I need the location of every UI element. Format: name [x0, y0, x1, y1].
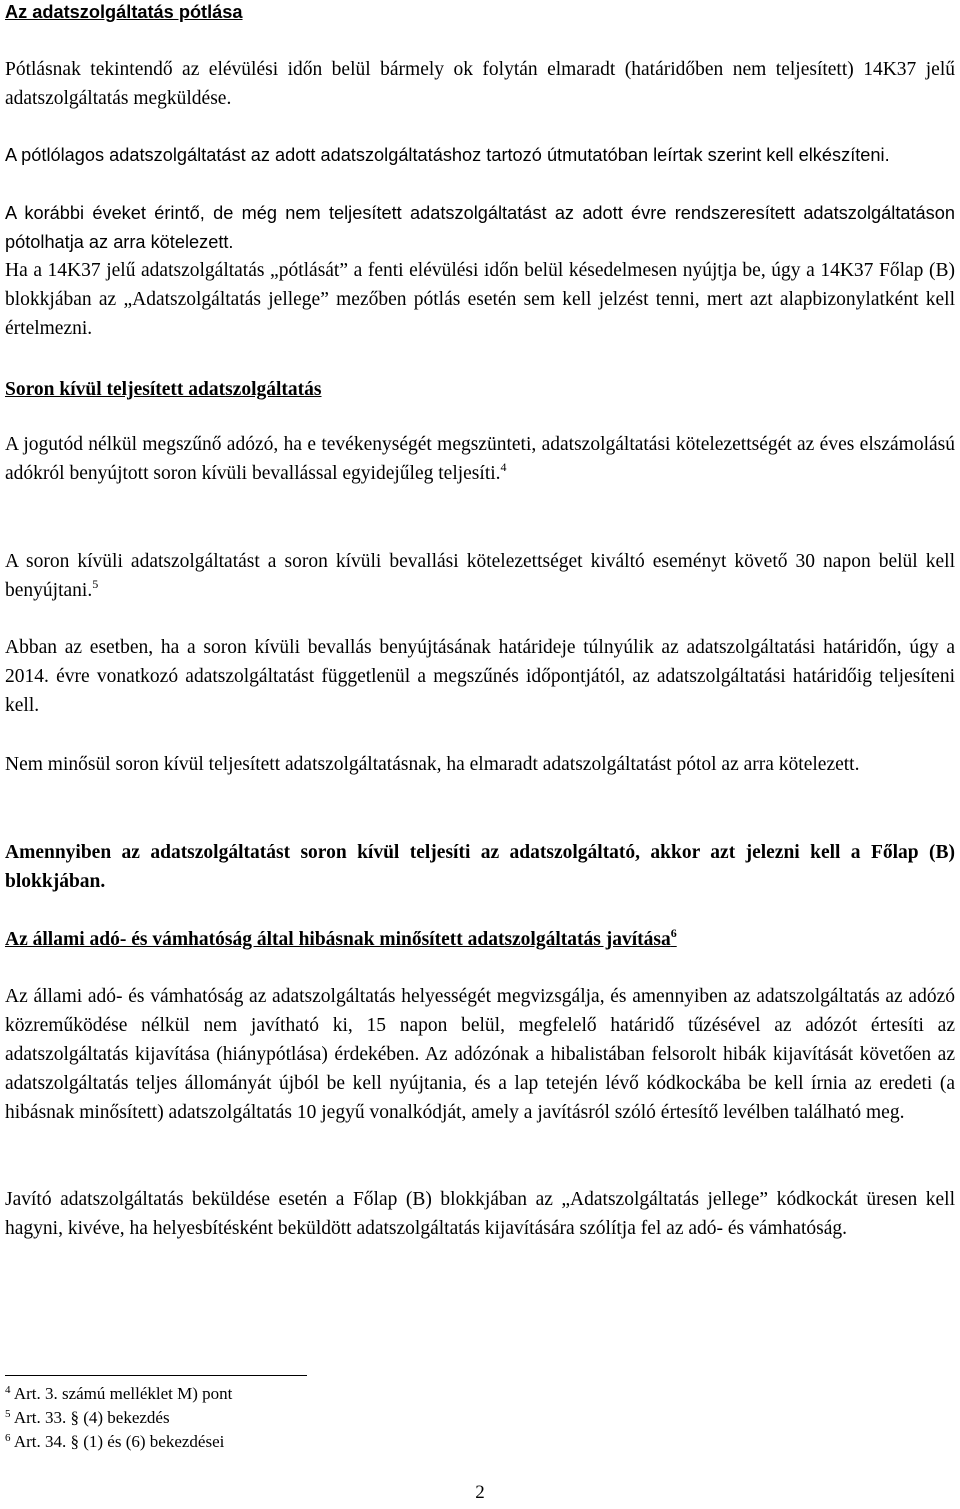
- footnote-separator: [5, 1375, 307, 1376]
- paragraph-30-napon-belul: A soron kívüli adatszolgáltatást a soron kívüli bevallási kötelezettséget kiváltó eseményt követő 30 napon belül kell benyújtani.$^5$: [5, 551, 955, 601]
- paragraph-jogutod-nelkul: A jogutód nélkül megszűnő adózó, ha e tevékenységét megszünteti, adatszolgáltatási kötelezettségét az éves elszámolású adókról benyújtott soron kívüli bevallással egyidejűleg teljesíti.$^4$: [5, 434, 955, 484]
- section-heading-soron-kivul: Soron kívül teljesített adatszolgáltatás: [5, 379, 322, 400]
- section-heading-potlas: Az adatszolgáltatás pótlása: [5, 2, 243, 22]
- footnote-ref-5: 5: [92, 577, 99, 591]
- footnote-4: $^4$ Art. 3. számú melléklet M) pont: [5, 1384, 233, 1403]
- footnote-ref-4: 4: [500, 460, 507, 474]
- page-number: 2: [475, 1482, 485, 1503]
- paragraph-kesedelmes-potlas: Ha a 14K37 jelű adatszolgáltatás „pótlását” a fenti elévülési időn belül késedelmesen nyújtja be, úgy a 14K37 Főlap (B) blokkjában az „Adatszolgáltatás jellege” mezőben pótlás esetén sem kell jelzést tenni, mert azt alapbizonylatként kell értelmezni.: [5, 260, 955, 339]
- paragraph-javito-bekuldes: Javító adatszolgáltatás beküldése esetén a Főlap (B) blokkjában az „Adatszolgáltatás jellege” kódkockát üresen kell hagyni, kivéve, ha helyesbítésként beküldött adatszolgáltatás kijavítására szólítja fel az adó- és vámhatóság.: [5, 1189, 955, 1239]
- footnote-6: $^6$ Art. 34. § (1) és (6) bekezdései: [5, 1432, 225, 1451]
- section-heading-javitas: Az állami adó- és vámhatóság által hibásnak minősített adatszolgáltatás javítása$^6$: [5, 926, 677, 950]
- footnote-5: $^5$ Art. 33. § (4) bekezdés: [5, 1408, 170, 1427]
- paragraph-korabbi-evek: A korábbi éveket érintő, de még nem teljesített adatszolgáltatást az adott évre rendszeresített adatszolgáltatáson pótolhatja az arra kötelezett.: [5, 203, 955, 252]
- paragraph-jelezni-kell: Amennyiben az adatszolgáltatást soron kívül teljesíti az adatszolgáltató, akkor azt jelezni kell a Főlap (B) blokkjában.: [5, 842, 955, 892]
- paragraph-potlas-utmutato: A pótlólagos adatszolgáltatást az adott adatszolgáltatáshoz tartozó útmutatóban leírtak szerint kell elkészíteni.: [5, 145, 890, 165]
- paragraph-potlas-definition: Pótlásnak tekintendő az elévülési időn belül bármely ok folytán elmaradt (határidőben nem teljesített) 14K37 jelű adatszolgáltatás megküldése.: [5, 59, 955, 109]
- paragraph-javitas-ertesites: Az állami adó- és vámhatóság az adatszolgáltatás helyességét megvizsgálja, és amennyiben az adatszolgáltatás az adózó közreműködése nélkül nem javítható ki, 15 napon belül, megfelelő határidő tűzésével az adózót értesíti az adatszolgáltatás kijavítása (hiánypótlása) érdekében. Az adózónak a hibalistában felsorolt hibák kijavítását követően az adatszolgáltatás teljes állományát újból be kell nyújtania, és a lap tetején lévő kódkockába be kell írnia az eredeti (a hibásnak minősített) adatszolgáltatás 10 jegyű vonalkódját, amely a javításról szóló értesítő levélben található meg.: [5, 986, 955, 1123]
- paragraph-hatarido-tulnyulik: Abban az esetben, ha a soron kívüli bevallás benyújtásának határideje túlnyúlik az adatszolgáltatási határidőn, úgy a 2014. évre vonatkozó adatszolgáltatást függetlenül a megszűnés időpontjától, az adatszolgáltatási határidőig teljesíteni kell.: [5, 637, 955, 716]
- paragraph-nem-minosul: Nem minősül soron kívül teljesített adatszolgáltatásnak, ha elmaradt adatszolgáltatást pótol az arra kötelezett.: [5, 754, 860, 775]
- footnote-ref-6: 6: [670, 926, 677, 940]
